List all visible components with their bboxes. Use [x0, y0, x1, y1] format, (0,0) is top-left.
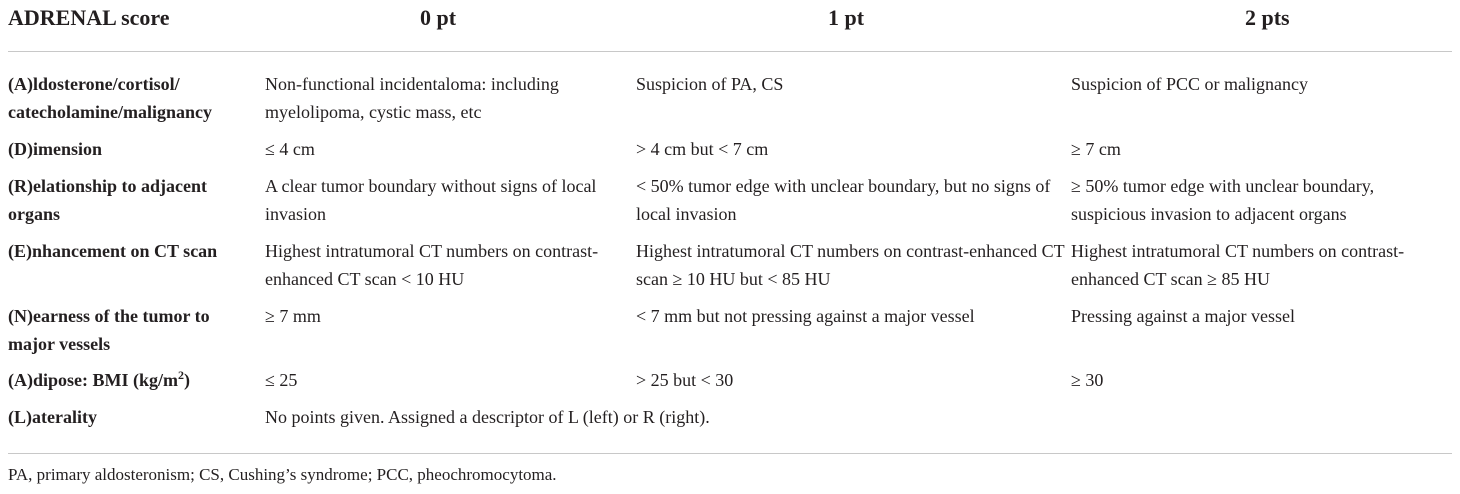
- row-label-end: ): [184, 370, 190, 390]
- header-1-pt: 1 pt: [828, 5, 865, 30]
- table-body: [8, 52, 1452, 441]
- cell-1-pt: > 4 cm but < 7 cm: [636, 139, 769, 159]
- cell-0-pt: Highest intratumoral CT numbers on contrast-enhanced CT scan < 10 HU: [265, 241, 599, 289]
- cell-0-pt: Non-functional incidentaloma: including myelolipoma, cystic mass, etc: [265, 74, 559, 122]
- adrenal-score-table: [8, 0, 1452, 484]
- table-row-enhancement: [8, 237, 1452, 302]
- cell-1-pt: Suspicion of PA, CS: [636, 74, 784, 94]
- cell-1-pt: Highest intratumoral CT numbers on contrast-enhanced CT scan ≥ 10 HU but < 85 HU: [636, 241, 1065, 289]
- cell-2-pts: ≥ 7 cm: [1071, 139, 1121, 159]
- cell-0-pt: A clear tumor boundary without signs of local invasion: [265, 176, 597, 224]
- table-row-laterality: [8, 403, 1452, 441]
- cell-1-pt: < 7 mm but not pressing against a major vessel: [636, 306, 975, 326]
- table-row-nearness: [8, 302, 1452, 366]
- cell-2-pts: Highest intratumoral CT numbers on contrast-enhanced CT scan ≥ 85 HU: [1071, 241, 1405, 289]
- cell-2-pts: Suspicion of PCC or malignancy: [1071, 74, 1308, 94]
- row-label: (E)nhancement on CT scan: [8, 241, 218, 261]
- row-label: (A)ldosterone/cortisol/ catecholamine/malignancy: [8, 74, 212, 122]
- row-label: (L)aterality: [8, 407, 97, 427]
- cell-0-pt: ≥ 7 mm: [265, 306, 321, 326]
- table-footnote: PA, primary aldosteronism; CS, Cushing’s syndrome; PCC, pheochromocytoma.: [8, 465, 557, 484]
- row-label: (N)earness of the tumor to major vessels: [8, 306, 210, 354]
- table-row-adipose: [8, 366, 1452, 403]
- table-bottom-rule: [8, 453, 1452, 454]
- table-row-relationship: [8, 172, 1452, 237]
- header-adrenal-score: ADRENAL score: [8, 5, 170, 30]
- row-label: (R)elationship to adjacent organs: [8, 176, 207, 224]
- header-2-pts: 2 pts: [1245, 5, 1290, 30]
- cell-2-pts: ≥ 50% tumor edge with unclear boundary, suspicious invasion to adjacent organs: [1071, 176, 1375, 224]
- header-0-pt: 0 pt: [420, 5, 457, 30]
- row-label: (D)imension: [8, 139, 102, 159]
- row-label: [8, 366, 258, 394]
- cell-2-pts: Pressing against a major vessel: [1071, 306, 1295, 326]
- row-label-main: (A)dipose: BMI (kg/m: [8, 370, 178, 390]
- cell-1-pt: > 25 but < 30: [636, 370, 734, 390]
- table-header-row: [8, 0, 1452, 52]
- row-label-superscript: 2: [178, 368, 184, 382]
- cell-spanning: No points given. Assigned a descriptor of L (left) or R (right).: [265, 407, 710, 427]
- cell-1-pt: < 50% tumor edge with unclear boundary, but no signs of local invasion: [636, 176, 1051, 224]
- cell-2-pts: ≥ 30: [1071, 370, 1104, 390]
- table-row-dimension: [8, 135, 1452, 172]
- cell-0-pt: ≤ 25: [265, 370, 298, 390]
- cell-0-pt: ≤ 4 cm: [265, 139, 315, 159]
- table-row-aldosterone: [8, 70, 1452, 135]
